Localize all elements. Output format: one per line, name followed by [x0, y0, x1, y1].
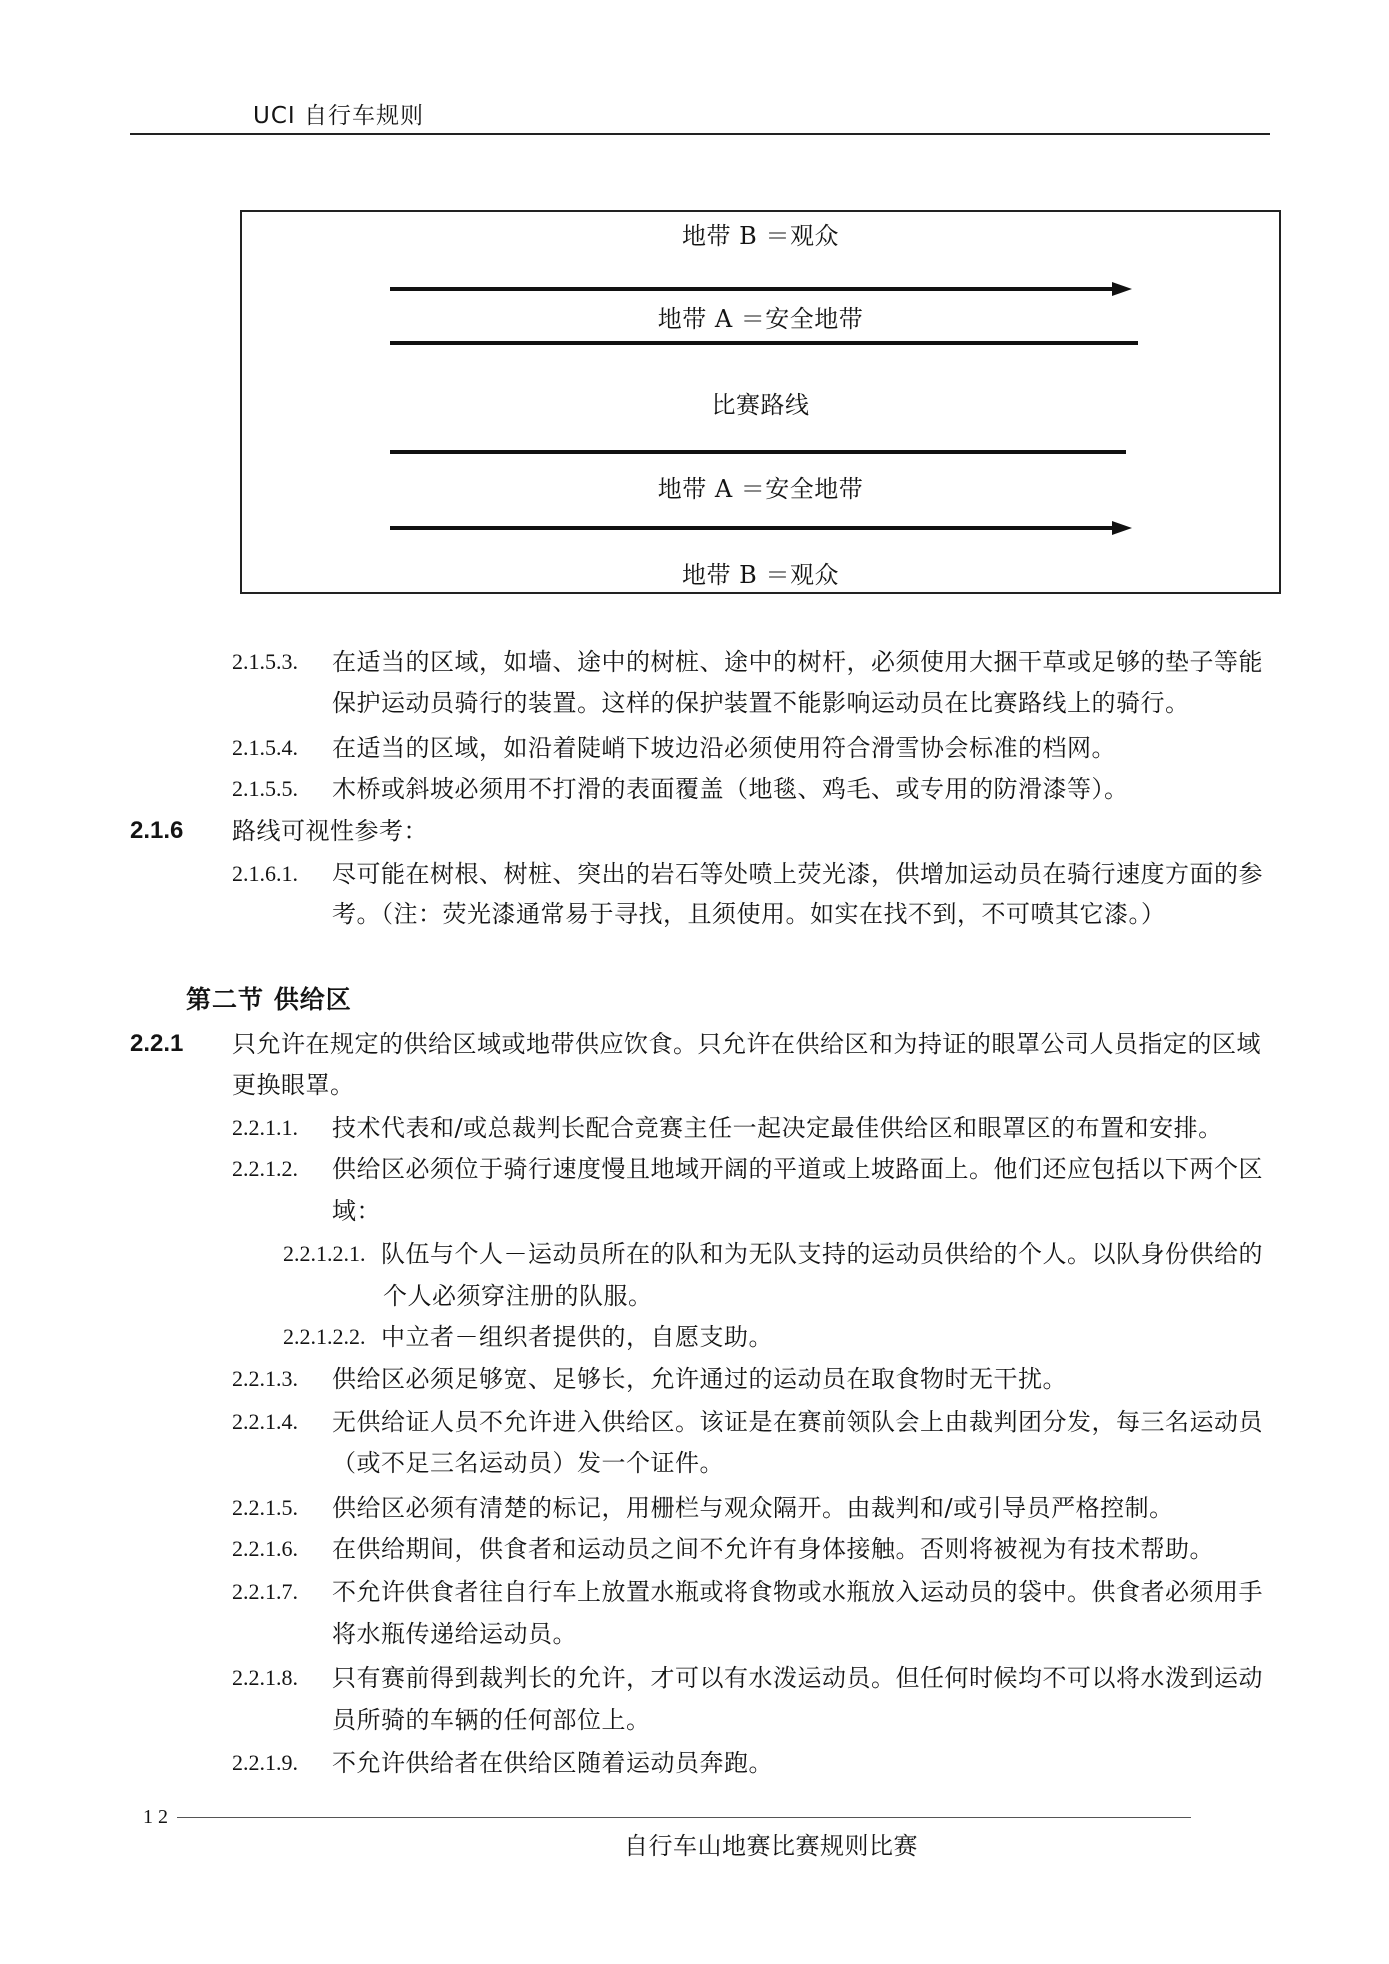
item-number: 2.2.1.2. — [232, 1156, 298, 1181]
page-number: 1 2 — [143, 1806, 168, 1828]
item-text: 考。（注：荧光漆通常易于寻找，且须使用。如实在找不到，不可喷其它漆。） — [332, 900, 1166, 928]
clause-text: 只允许在规定的供给区域或地带供应饮食。只允许在供给区和为持证的眼罩公司人员指定的区域 — [232, 1030, 1261, 1058]
header-title: UCI 自行车规则 — [253, 103, 424, 129]
item-text: 在适当的区域，如沿着陡峭下坡边沿必须使用符合滑雪协会标准的档网。 — [332, 734, 1116, 762]
item-number: 2.2.1.9. — [232, 1750, 298, 1775]
item-number: 2.2.1.1. — [232, 1115, 298, 1140]
item-text: 在适当的区域，如墙、途中的树桩、途中的树杆，必须使用大捆干草或足够的垫子等能 — [332, 648, 1263, 676]
right-arrow-icon — [1112, 282, 1132, 296]
item-text: 只有赛前得到裁判长的允许，才可以有水泼运动员。但任何时候均不可以将水泼到运动 — [332, 1664, 1263, 1692]
item-text: 域： — [332, 1197, 381, 1225]
item-text: 将水瓶传递给运动员。 — [332, 1620, 577, 1648]
subitem-text: 队伍与个人－运动员所在的队和为无队支持的运动员供给的个人。以队身份供给的 — [381, 1240, 1263, 1268]
item-text: 木桥或斜坡必须用不打滑的表面覆盖（地毯、鸡毛、或专用的防滑漆等）。 — [332, 775, 1129, 803]
subitem-number: 2.2.1.2.2. — [283, 1324, 366, 1349]
clause-text: 更换眼罩。 — [232, 1071, 355, 1099]
item-text: 不允许供给者在供给区随着运动员奔跑。 — [332, 1749, 773, 1777]
clause-number: 2.2.1 — [130, 1030, 184, 1057]
section-title: 第二节 供给区 — [186, 985, 352, 1014]
item-text: 供给区必须有清楚的标记，用栅栏与观众隔开。由裁判和/或引导员严格控制。 — [332, 1494, 1174, 1522]
header-rule — [130, 133, 1270, 135]
right-arrow-icon — [1112, 521, 1132, 535]
zone-a-bottom-label: 地带 A ＝安全地带 — [657, 475, 864, 503]
item-text: 保护运动员骑行的装置。这样的保护装置不能影响运动员在比赛路线上的骑行。 — [332, 689, 1190, 717]
subitem-text: 中立者－组织者提供的，自愿支助。 — [381, 1323, 773, 1351]
clause-text: 路线可视性参考： — [232, 817, 428, 845]
zone-a-top-label: 地带 A ＝安全地带 — [657, 305, 864, 333]
item-text: 在供给期间，供食者和运动员之间不允许有身体接触。否则将被视为有技术帮助。 — [332, 1535, 1214, 1563]
item-number: 2.2.1.3. — [232, 1366, 298, 1391]
item-text: 尽可能在树根、树桩、突出的岩石等处喷上荧光漆，供增加运动员在骑行速度方面的参 — [332, 860, 1263, 888]
item-number: 2.1.5.5. — [232, 776, 298, 801]
item-text: 技术代表和/或总裁判长配合竞赛主任一起决定最佳供给区和眼罩区的布置和安排。 — [332, 1114, 1223, 1142]
item-number: 2.2.1.8. — [232, 1665, 298, 1690]
zone-diagram — [240, 210, 1281, 594]
item-number: 2.2.1.5. — [232, 1495, 298, 1520]
item-text: 供给区必须足够宽、足够长，允许通过的运动员在取食物时无干扰。 — [332, 1365, 1067, 1393]
footer-rule — [177, 1817, 1191, 1818]
item-text: （或不足三名运动员）发一个证件。 — [332, 1449, 724, 1477]
subitem-number: 2.2.1.2.1. — [283, 1241, 366, 1266]
item-text: 员所骑的车辆的任何部位上。 — [332, 1706, 651, 1734]
zone-b-bottom-label: 地带 B ＝观众 — [682, 561, 839, 589]
item-text: 供给区必须位于骑行速度慢且地域开阔的平道或上坡路面上。他们还应包括以下两个区 — [332, 1155, 1263, 1183]
item-text: 不允许供食者往自行车上放置水瓶或将食物或水瓶放入运动员的袋中。供食者必须用手 — [332, 1578, 1263, 1606]
item-number: 2.2.1.4. — [232, 1409, 298, 1434]
item-text: 无供给证人员不允许进入供给区。该证是在赛前领队会上由裁判团分发，每三名运动员 — [332, 1408, 1263, 1436]
footer-title: 自行车山地赛比赛规则比赛 — [624, 1832, 918, 1860]
course-label: 比赛路线 — [711, 391, 810, 419]
item-number: 2.2.1.6. — [232, 1536, 298, 1561]
clause-number: 2.1.6 — [130, 817, 184, 844]
item-number: 2.2.1.7. — [232, 1579, 298, 1604]
zone-b-top-label: 地带 B ＝观众 — [682, 222, 839, 250]
item-number: 2.1.5.3. — [232, 649, 298, 674]
item-number: 2.1.5.4. — [232, 735, 298, 760]
subitem-text: 个人必须穿注册的队服。 — [383, 1282, 653, 1310]
item-number: 2.1.6.1. — [232, 861, 298, 886]
